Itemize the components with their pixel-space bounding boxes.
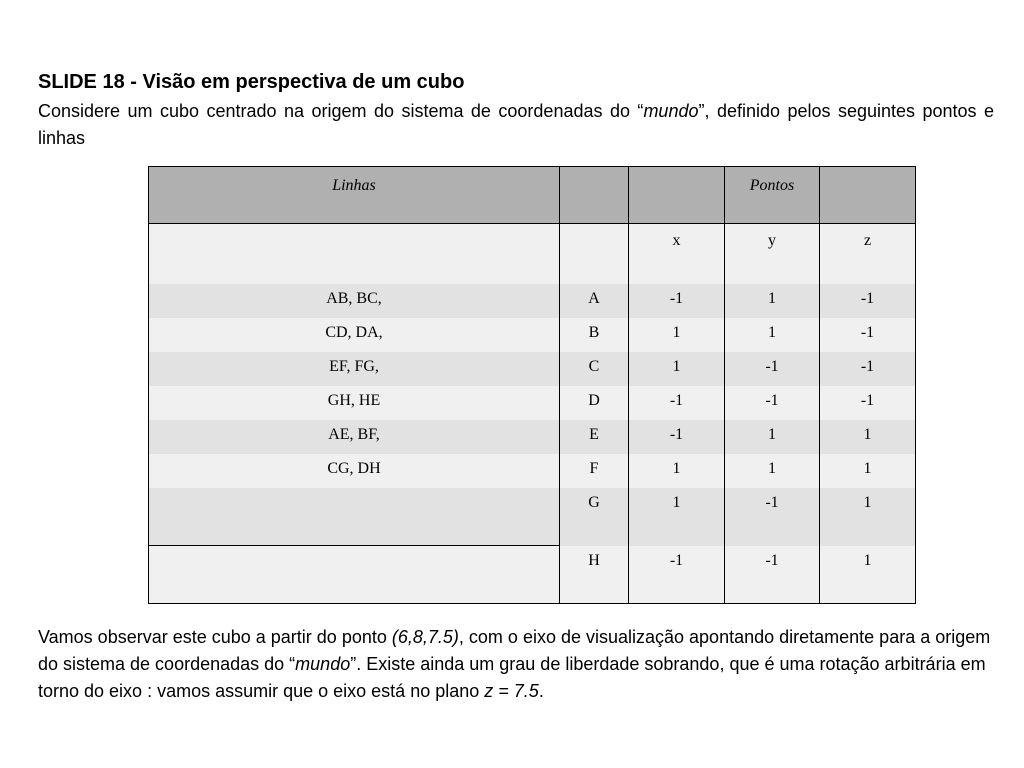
outro-paragraph — [38, 624, 998, 705]
cell-lines: AE, BF, — [149, 420, 560, 454]
cell-y: -1 — [725, 386, 820, 420]
cell-z: -1 — [820, 352, 916, 386]
cell-point: E — [560, 420, 629, 454]
cell-point: B — [560, 318, 629, 352]
cell-x: -1 — [629, 386, 725, 420]
header-lines: Linhas — [149, 167, 560, 224]
axis-row-empty-point — [560, 224, 629, 284]
cell-lines: GH, HE — [149, 386, 560, 420]
header-empty-3 — [820, 167, 916, 224]
axis-label-row — [149, 224, 916, 284]
header-points: Pontos — [725, 167, 820, 224]
intro-text-2: ”, definido pelos seguintes pontos e linhas — [38, 101, 994, 148]
cell-lines — [149, 546, 560, 604]
cell-z: 1 — [820, 546, 916, 604]
cell-y: 1 — [725, 318, 820, 352]
cell-point: C — [560, 352, 629, 386]
table-row — [149, 386, 916, 420]
table-row — [149, 454, 916, 488]
intro-mundo-term: mundo — [643, 101, 699, 121]
cell-z: 1 — [820, 488, 916, 546]
outro-text-1: Vamos observar este cubo a partir do ponto — [38, 627, 392, 647]
cell-z: -1 — [820, 318, 916, 352]
cell-x: 1 — [629, 454, 725, 488]
outro-text-3: ”. Existe ainda um grau de liberdade sobrando, que é uma rotação arbitrária em torno do eixo : vamos assumir que o eixo está no plano — [38, 654, 986, 701]
cell-z: 1 — [820, 454, 916, 488]
plane-equation: z = 7.5 — [484, 681, 539, 701]
cell-z: -1 — [820, 386, 916, 420]
table-row — [149, 546, 916, 604]
cell-lines: EF, FG, — [149, 352, 560, 386]
cell-y: -1 — [725, 352, 820, 386]
table-row — [149, 420, 916, 454]
table-row — [149, 352, 916, 386]
axis-label-x: x — [629, 224, 725, 284]
cell-x: -1 — [629, 546, 725, 604]
cell-y: 1 — [725, 454, 820, 488]
cell-point: A — [560, 284, 629, 318]
outro-text-4: . — [538, 681, 544, 701]
table-row — [149, 318, 916, 352]
cell-z: -1 — [820, 284, 916, 318]
slide-title: SLIDE 18 - Visão em perspectiva de um cubo — [38, 71, 465, 93]
cell-lines: CG, DH — [149, 454, 560, 488]
axis-row-empty-lines — [149, 224, 560, 284]
cell-y: 1 — [725, 284, 820, 318]
cube-points-table — [148, 166, 916, 604]
cell-x: -1 — [629, 284, 725, 318]
cell-lines: CD, DA, — [149, 318, 560, 352]
cell-x: 1 — [629, 352, 725, 386]
cell-x: -1 — [629, 420, 725, 454]
cell-y: -1 — [725, 488, 820, 546]
cell-point: H — [560, 546, 629, 604]
table-header-row — [149, 167, 916, 224]
cell-lines: AB, BC, — [149, 284, 560, 318]
table-row — [149, 284, 916, 318]
intro-paragraph — [38, 98, 994, 152]
axis-label-z: z — [820, 224, 916, 284]
cell-point: G — [560, 488, 629, 546]
cell-point: D — [560, 386, 629, 420]
header-empty-1 — [560, 167, 629, 224]
cell-lines — [149, 488, 560, 546]
intro-text-1: Considere um cubo centrado na origem do sistema de coordenadas do “ — [38, 101, 644, 121]
header-empty-2 — [629, 167, 725, 224]
axis-label-y: y — [725, 224, 820, 284]
cell-x: 1 — [629, 318, 725, 352]
cell-y: 1 — [725, 420, 820, 454]
cell-x: 1 — [629, 488, 725, 546]
cell-y: -1 — [725, 546, 820, 604]
outro-text-2: , com o eixo de visualização apontando diretamente para a origem do sistema de coordenadas do “ — [38, 627, 991, 674]
viewpoint-coords: (6,8,7.5) — [391, 627, 459, 647]
cell-z: 1 — [820, 420, 916, 454]
outro-mundo-term: mundo — [295, 654, 351, 674]
table-row — [149, 488, 916, 546]
cell-point: F — [560, 454, 629, 488]
